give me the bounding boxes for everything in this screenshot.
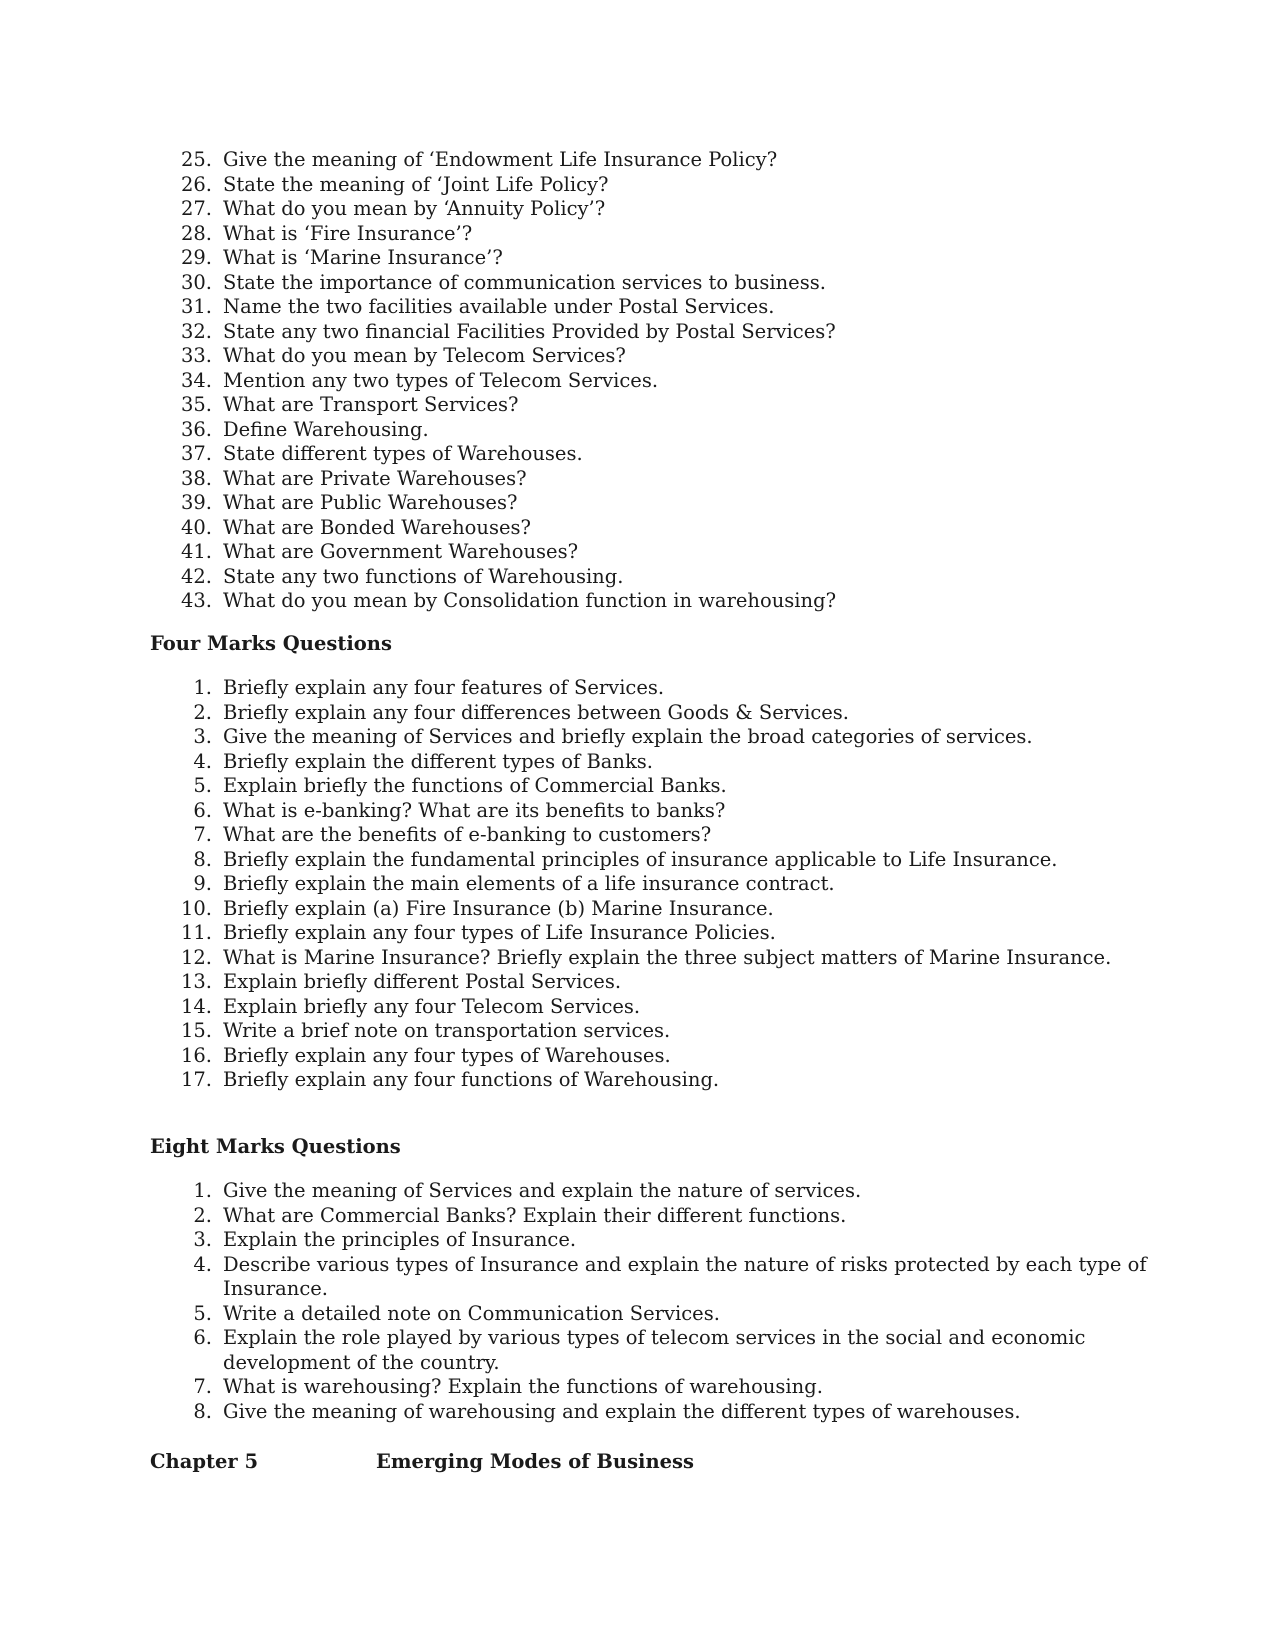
question-text: What are Transport Services? <box>223 393 519 416</box>
question-item <box>150 467 1150 492</box>
question-number: 7. <box>193 823 212 846</box>
question-number: 43. <box>180 589 212 612</box>
question-item <box>150 516 1150 541</box>
question-item <box>150 1179 1150 1204</box>
question-text: State any two financial Facilities Provided by Postal Services? <box>223 319 836 343</box>
question-item <box>150 848 1150 873</box>
question-item <box>150 442 1150 467</box>
question-text: Briefly explain the different types of Banks. <box>223 749 653 773</box>
question-item <box>150 320 1150 345</box>
question-text: What are Government Warehouses? <box>223 540 579 563</box>
question-item <box>150 148 1150 173</box>
question-text: State any two functions of Warehousing. <box>223 564 624 588</box>
question-number: 40. <box>180 515 212 539</box>
question-item <box>150 271 1150 296</box>
question-text: What is ‘Fire Insurance’? <box>223 221 473 245</box>
question-item <box>150 540 1150 565</box>
question-item <box>150 1019 1150 1044</box>
question-text: Briefly explain any four features of Services. <box>223 676 665 699</box>
question-item <box>150 676 1150 701</box>
question-item <box>150 491 1150 516</box>
question-number: 41. <box>180 540 212 563</box>
question-item <box>150 1326 1150 1375</box>
question-number: 7. <box>193 1375 212 1398</box>
question-item <box>150 295 1150 320</box>
question-number: 15. <box>180 1019 212 1042</box>
question-text: Briefly explain (a) Fire Insurance (b) Marine Insurance. <box>223 896 774 920</box>
question-number: 32. <box>180 319 212 343</box>
question-text: Give the meaning of warehousing and explain the different types of warehouses. <box>223 1399 1021 1423</box>
question-text: Briefly explain the main elements of a life insurance contract. <box>223 872 835 895</box>
question-number: 39. <box>180 491 212 514</box>
question-text: What are Bonded Warehouses? <box>223 515 531 539</box>
question-item <box>150 1375 1150 1400</box>
question-number: 17. <box>180 1068 212 1091</box>
question-text: Give the meaning of Services and briefly explain the broad categories of services. <box>223 725 1033 748</box>
question-item <box>150 1228 1150 1253</box>
question-item <box>150 1068 1150 1093</box>
question-text: State different types of Warehouses. <box>223 442 583 465</box>
question-number: 4. <box>193 749 212 773</box>
question-item <box>150 725 1150 750</box>
question-number: 38. <box>180 466 212 490</box>
question-text: Briefly explain any four types of Warehouses. <box>223 1043 671 1067</box>
question-number: 6. <box>193 1326 212 1349</box>
question-item <box>150 799 1150 824</box>
eight-marks-heading: Eight Marks Questions <box>150 1135 401 1158</box>
question-text: Describe various types of Insurance and explain the nature of risks protected by each type of Insurance. <box>223 1252 1147 1300</box>
question-item <box>150 995 1150 1020</box>
question-number: 5. <box>193 1301 212 1325</box>
question-item <box>150 774 1150 799</box>
question-text: Briefly explain any four functions of Warehousing. <box>223 1068 720 1091</box>
question-item <box>150 1204 1150 1229</box>
question-number: 8. <box>193 1399 212 1423</box>
question-item <box>150 246 1150 271</box>
question-item <box>150 1044 1150 1069</box>
question-number: 3. <box>193 1228 212 1251</box>
question-text: Explain the role played by various types of telecom services in the social and economic development of the country. <box>223 1326 1086 1374</box>
question-number: 25. <box>180 148 212 171</box>
question-text: What do you mean by Telecom Services? <box>223 344 626 367</box>
question-text: Give the meaning of Services and explain the nature of services. <box>223 1179 862 1202</box>
question-item <box>150 173 1150 198</box>
question-text: Write a detailed note on Communication Services. <box>223 1301 720 1325</box>
question-number: 10. <box>180 896 212 920</box>
question-item <box>150 565 1150 590</box>
chapter-title: Emerging Modes of Business <box>376 1450 694 1473</box>
question-item <box>150 970 1150 995</box>
question-number: 29. <box>180 246 212 269</box>
question-text: Explain briefly the functions of Commercial Banks. <box>223 774 727 797</box>
question-item <box>150 823 1150 848</box>
question-item <box>150 701 1150 726</box>
question-number: 27. <box>180 197 212 220</box>
question-number: 35. <box>180 393 212 416</box>
question-number: 1. <box>193 676 212 699</box>
question-text: What is e-banking? What are its benefits to banks? <box>223 798 726 822</box>
question-number: 42. <box>180 564 212 588</box>
question-item <box>150 197 1150 222</box>
eight-marks-question-list <box>150 1179 1150 1424</box>
question-text: Briefly explain the fundamental principles of insurance applicable to Life Insurance. <box>223 847 1058 871</box>
question-item <box>150 750 1150 775</box>
question-item <box>150 1400 1150 1425</box>
question-text: What are the benefits of e-banking to customers? <box>223 823 712 846</box>
question-number: 37. <box>180 442 212 465</box>
chapter-heading <box>150 1450 694 1474</box>
question-text: Explain briefly any four Telecom Services. <box>223 994 641 1018</box>
question-number: 2. <box>193 700 212 724</box>
question-text: What do you mean by Consolidation function in warehousing? <box>223 589 837 612</box>
question-number: 33. <box>180 344 212 367</box>
question-item <box>150 897 1150 922</box>
question-text: Write a brief note on transportation services. <box>223 1019 671 1042</box>
question-number: 34. <box>180 368 212 392</box>
question-text: What are Private Warehouses? <box>223 466 527 490</box>
question-text: Name the two facilities available under Postal Services. <box>223 295 775 318</box>
question-number: 30. <box>180 270 212 294</box>
question-text: What is Marine Insurance? Briefly explain the three subject matters of Marine Insurance. <box>223 945 1112 969</box>
question-item <box>150 418 1150 443</box>
short-answer-question-list <box>150 148 1150 614</box>
question-number: 28. <box>180 221 212 245</box>
question-item <box>150 872 1150 897</box>
question-number: 4. <box>193 1252 212 1276</box>
question-text: Mention any two types of Telecom Services. <box>223 368 659 392</box>
question-number: 11. <box>180 921 212 944</box>
question-item <box>150 1253 1150 1302</box>
question-item <box>150 222 1150 247</box>
question-number: 3. <box>193 725 212 748</box>
question-text: Give the meaning of ‘Endowment Life Insurance Policy? <box>223 148 778 171</box>
four-marks-heading: Four Marks Questions <box>150 632 392 655</box>
question-number: 36. <box>180 417 212 441</box>
question-text: State the importance of communication services to business. <box>223 270 826 294</box>
question-item <box>150 393 1150 418</box>
question-text: What is ‘Marine Insurance’? <box>223 246 503 269</box>
chapter-label: Chapter 5 <box>150 1450 259 1473</box>
question-text: What is warehousing? Explain the functions of warehousing. <box>223 1375 823 1398</box>
question-item <box>150 921 1150 946</box>
question-item <box>150 1302 1150 1327</box>
question-number: 5. <box>193 774 212 797</box>
question-number: 26. <box>180 172 212 196</box>
question-text: What are Public Warehouses? <box>223 491 518 514</box>
question-number: 31. <box>180 295 212 318</box>
question-number: 9. <box>193 872 212 895</box>
question-number: 14. <box>180 994 212 1018</box>
question-item <box>150 589 1150 614</box>
question-text: State the meaning of ‘Joint Life Policy? <box>223 172 609 196</box>
question-text: Briefly explain any four types of Life Insurance Policies. <box>223 921 776 944</box>
four-marks-question-list <box>150 676 1150 1093</box>
question-item <box>150 344 1150 369</box>
question-number: 2. <box>193 1203 212 1227</box>
question-text: Explain briefly different Postal Services. <box>223 970 622 993</box>
question-number: 8. <box>193 847 212 871</box>
question-text: Briefly explain any four differences between Goods & Services. <box>223 700 849 724</box>
question-number: 16. <box>180 1043 212 1067</box>
question-text: Explain the principles of Insurance. <box>223 1228 577 1251</box>
question-item <box>150 946 1150 971</box>
question-number: 12. <box>180 945 212 969</box>
question-text: What do you mean by ‘Annuity Policy’? <box>223 197 606 220</box>
question-number: 6. <box>193 798 212 822</box>
question-text: Define Warehousing. <box>223 417 429 441</box>
question-text: What are Commercial Banks? Explain their different functions. <box>223 1203 847 1227</box>
question-number: 1. <box>193 1179 212 1202</box>
question-item <box>150 369 1150 394</box>
question-number: 13. <box>180 970 212 993</box>
